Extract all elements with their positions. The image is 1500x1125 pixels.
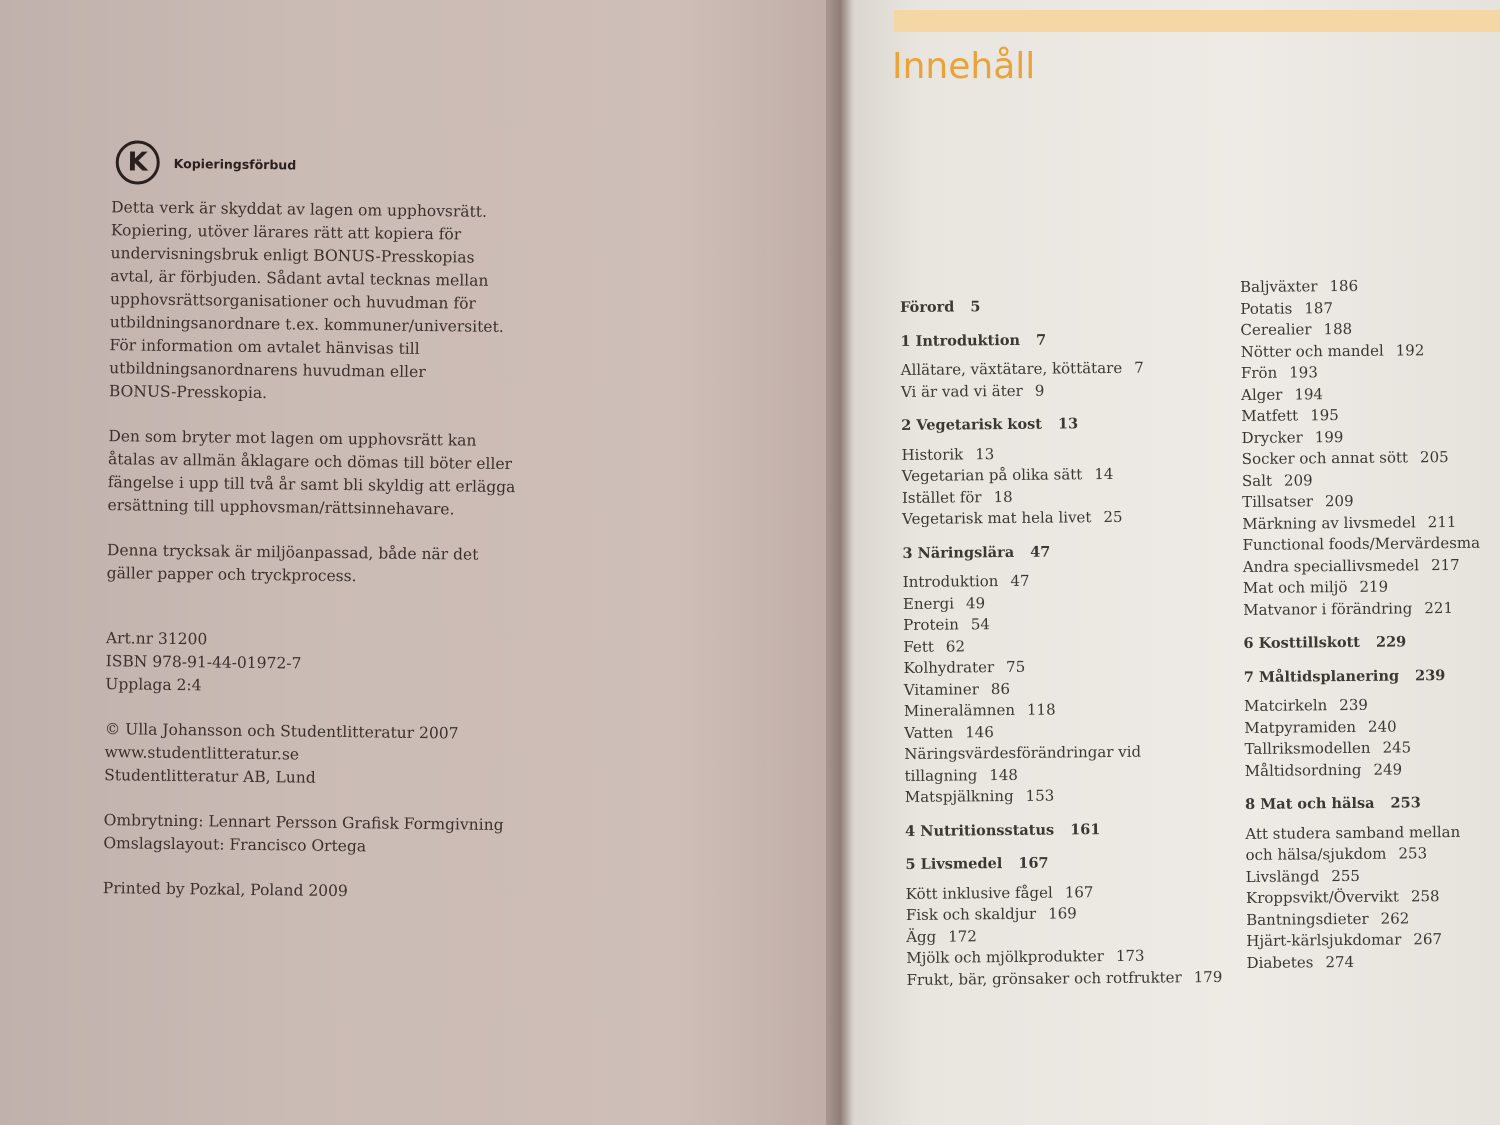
printed-line: Printed by Pozkal, Poland 2009 bbox=[102, 879, 348, 901]
entry-page-number: 167 bbox=[1064, 882, 1094, 901]
toc-entry bbox=[1243, 597, 1500, 621]
entry-title: Tallriksmodellen bbox=[1244, 738, 1371, 758]
chapter-title: 4 Nutritionsstatus bbox=[905, 821, 1055, 840]
entry-page-number: 9 bbox=[1034, 381, 1045, 400]
entry-title: Fisk och skaldjur bbox=[905, 904, 1037, 924]
entry-page-number: 146 bbox=[965, 722, 994, 741]
entry-title: Introduktion bbox=[902, 572, 999, 591]
entry-page-number: 13 bbox=[975, 444, 995, 463]
copyright-notice bbox=[109, 196, 565, 409]
entry-title: Tillsatser bbox=[1242, 492, 1314, 511]
entry-title: Måltidsordning bbox=[1244, 760, 1362, 780]
entry-title: Vi är vad vi äter bbox=[900, 381, 1023, 401]
entry-page-number: 258 bbox=[1410, 887, 1440, 906]
entry-title: Mineralämnen bbox=[903, 700, 1016, 720]
notice-line: upphovsrättsorganisationer och huvudman för bbox=[109, 290, 476, 313]
chapter-title: 2 Vegetarisk kost bbox=[901, 415, 1043, 434]
toc-entry bbox=[1245, 821, 1500, 845]
article-line: ISBN 978-91-44-01972-7 bbox=[105, 652, 302, 673]
notice-line: För information om avtalet hänvisas till bbox=[109, 336, 420, 358]
entry-page-number: 195 bbox=[1310, 406, 1339, 425]
toc-entry bbox=[1242, 532, 1500, 556]
toc-entry bbox=[1244, 693, 1500, 717]
toc-chapter-heading bbox=[1243, 630, 1500, 654]
entry-page-number: 221 bbox=[1424, 598, 1454, 617]
article-line: Upplaga 2:4 bbox=[105, 675, 202, 695]
entry-page-number: 173 bbox=[1115, 946, 1145, 965]
printed-by bbox=[103, 877, 557, 906]
notice-line: avtal, är förbjuden. Sådant avtal tecknas mellan bbox=[110, 267, 489, 290]
entry-title: Matpyramiden bbox=[1244, 717, 1357, 737]
credits bbox=[103, 809, 558, 861]
entry-title: Andra speciallivsmedel bbox=[1242, 555, 1420, 576]
entry-title: Potatis bbox=[1240, 298, 1293, 318]
entry-page-number: 187 bbox=[1304, 298, 1334, 317]
notice-line: BONUS-Presskopia. bbox=[108, 382, 268, 403]
toc-chapter-heading bbox=[905, 817, 1255, 842]
toc-chapter-heading bbox=[1245, 791, 1500, 815]
environment-line: Denna trycksak är miljöanpassad, både när det bbox=[106, 541, 479, 564]
entry-page-number: 179 bbox=[1193, 967, 1223, 986]
toc-chapter-heading bbox=[901, 412, 1251, 437]
chapter-page-number: 239 bbox=[1415, 666, 1446, 684]
chapter-page-number: 161 bbox=[1070, 820, 1101, 838]
toc-entry bbox=[906, 966, 1236, 991]
toc-entry bbox=[1246, 885, 1500, 909]
toc-entry bbox=[1246, 928, 1500, 952]
chapter-title: 6 Kosttillskott bbox=[1243, 633, 1361, 652]
toc-entry bbox=[1241, 425, 1500, 449]
entry-title: Att studera samband mellan bbox=[1245, 822, 1461, 843]
toc-entry bbox=[904, 741, 1234, 787]
entry-title: Kött inklusive fågel bbox=[905, 883, 1053, 903]
toc-entry bbox=[1246, 907, 1500, 931]
chapter-title: 7 Måltidsplanering bbox=[1243, 666, 1400, 686]
entry-page-number: 62 bbox=[945, 636, 966, 656]
toc-entry bbox=[1244, 715, 1500, 739]
toc-entry bbox=[1245, 758, 1500, 782]
entry-page-number: 193 bbox=[1289, 363, 1318, 382]
toc-chapter-heading bbox=[1244, 664, 1500, 688]
toc-chapter-heading bbox=[900, 294, 1250, 319]
entry-page-number: 153 bbox=[1025, 786, 1055, 805]
toc-entry bbox=[1242, 489, 1500, 513]
toc-section bbox=[902, 539, 1255, 808]
entry-page-number: 209 bbox=[1324, 491, 1354, 511]
entry-title: Vatten bbox=[904, 723, 954, 742]
entry-title: Hjärt-kärlsjukdomar bbox=[1246, 930, 1402, 950]
entry-title: Mat och miljö bbox=[1242, 577, 1348, 597]
toc-section bbox=[1243, 630, 1500, 654]
entry-title: Matspjälkning bbox=[904, 786, 1014, 806]
entry-title: Baljväxter bbox=[1240, 277, 1318, 296]
entry-page-number: 47 bbox=[1010, 571, 1030, 590]
entry-title: Fett bbox=[903, 637, 934, 656]
article-line: Art.nr 31200 bbox=[105, 629, 208, 649]
chapter-page-number: 229 bbox=[1375, 633, 1407, 651]
toc-entry bbox=[1241, 339, 1500, 363]
chapter-page-number: 13 bbox=[1057, 415, 1079, 433]
toc-entry bbox=[902, 506, 1252, 531]
entry-page-number: 255 bbox=[1331, 866, 1361, 885]
toc-entry bbox=[1240, 317, 1500, 341]
entry-page-number: 245 bbox=[1382, 738, 1412, 757]
entry-title: Ägg bbox=[906, 927, 937, 946]
entry-page-number: 240 bbox=[1367, 717, 1397, 736]
entry-page-number: 192 bbox=[1395, 340, 1425, 360]
entry-title: Energi bbox=[902, 593, 955, 613]
credits-line: Omslagslayout: Francisco Ortega bbox=[103, 834, 367, 856]
copyright-line: www.studentlitteratur.se bbox=[104, 743, 300, 764]
entry-page-number: 209 bbox=[1283, 470, 1313, 490]
entry-title: Nötter och mandel bbox=[1240, 341, 1384, 361]
entry-page-number: 249 bbox=[1373, 759, 1403, 779]
entry-title: Vegetarisk mat hela livet bbox=[902, 508, 1092, 528]
chapter-page-number: 47 bbox=[1030, 543, 1051, 561]
toc-entry bbox=[1240, 274, 1500, 298]
entry-title: Functional foods/Mervärdesma bbox=[1242, 533, 1481, 554]
entry-title: Salt bbox=[1241, 471, 1273, 490]
entry-page-number: 211 bbox=[1427, 512, 1457, 531]
book-gutter bbox=[826, 0, 862, 1125]
entry-page-number: 86 bbox=[990, 679, 1011, 698]
entry-page-number: 54 bbox=[970, 615, 990, 634]
entry-page-number: 7 bbox=[1134, 358, 1144, 377]
toc-entry bbox=[1241, 382, 1500, 406]
entry-page-number: 188 bbox=[1323, 319, 1353, 339]
credits-line: Ombrytning: Lennart Persson Grafisk Formgivning bbox=[103, 811, 504, 835]
penalty-line: ersättning till upphovsman/rättsinnehavare. bbox=[107, 496, 455, 519]
notice-line: Kopiering, utöver lärares rätt att kopiera för bbox=[110, 221, 462, 244]
toc-section bbox=[905, 817, 1255, 842]
toc-chapter-heading bbox=[902, 539, 1252, 564]
entry-page-number: 186 bbox=[1329, 276, 1359, 296]
notice-line: Detta verk är skyddat av lagen om upphovsrätt. bbox=[111, 198, 488, 221]
environment-line: gäller papper och tryckprocess. bbox=[106, 564, 357, 586]
chapter-page-number: 7 bbox=[1035, 331, 1047, 349]
entry-page-number: 75 bbox=[1006, 657, 1026, 676]
entry-title: Bantningsdieter bbox=[1246, 909, 1369, 929]
entry-page-number: 49 bbox=[965, 593, 986, 612]
entry-title: Diabetes bbox=[1246, 952, 1314, 972]
penalty-line: åtalas av allmän åklagare och dömas till böter eller bbox=[107, 450, 513, 474]
entry-title: Frön bbox=[1240, 363, 1278, 382]
toc-column-2 bbox=[1240, 274, 1500, 986]
toc-section bbox=[901, 412, 1252, 531]
penalty-line: Den som bryter mot lagen om upphovsrätt kan bbox=[108, 427, 477, 450]
toc-chapter-heading bbox=[900, 327, 1250, 352]
entry-page-number: 217 bbox=[1430, 555, 1460, 574]
entry-page-number: 274 bbox=[1325, 952, 1355, 971]
copyright-holder bbox=[104, 718, 559, 793]
entry-page-number: 205 bbox=[1419, 448, 1449, 467]
entry-title: Kolhydrater bbox=[903, 658, 995, 677]
entry-title: Kroppsvikt/Övervikt bbox=[1245, 887, 1400, 907]
entry-page-number: 262 bbox=[1380, 908, 1410, 928]
entry-title: Matcirkeln bbox=[1244, 696, 1328, 715]
toc-entry bbox=[1242, 446, 1500, 470]
notice-line: utbildningsanordnare t.ex. kommuner/universitet. bbox=[109, 313, 504, 336]
chapter-title: 5 Livsmedel bbox=[905, 855, 1003, 873]
toc-entry bbox=[1243, 554, 1500, 578]
toc-entry bbox=[1246, 950, 1500, 974]
penalty-notice bbox=[107, 425, 562, 523]
chapter-title: 8 Mat och hälsa bbox=[1244, 794, 1375, 813]
toc-section bbox=[1244, 664, 1500, 782]
toc-entry bbox=[1245, 842, 1500, 866]
entry-title: Livslängd bbox=[1245, 866, 1320, 886]
chapter-page-number: 167 bbox=[1018, 854, 1049, 872]
entry-title: Matfett bbox=[1241, 406, 1299, 425]
entry-page-number: 239 bbox=[1339, 695, 1368, 715]
toc-section bbox=[905, 851, 1256, 991]
entry-title: Drycker bbox=[1241, 427, 1303, 447]
notice-line: utbildningsanordnarens huvudman eller bbox=[109, 359, 426, 382]
header-accent-bar bbox=[894, 10, 1500, 32]
entry-page-number: 148 bbox=[989, 765, 1019, 784]
entry-title: Allätare, växtätare, köttätare bbox=[900, 358, 1123, 379]
toc-section bbox=[900, 294, 1250, 319]
entry-title: Frukt, bär, grönsaker och rotfrukter bbox=[906, 967, 1182, 989]
entry-title: Märkning av livsmedel bbox=[1242, 512, 1416, 533]
contents-page bbox=[858, 0, 1500, 1125]
toc-entry bbox=[1244, 736, 1500, 760]
entry-page-number: 194 bbox=[1294, 384, 1324, 403]
toc-entry bbox=[1242, 468, 1500, 492]
toc-entry bbox=[1241, 360, 1500, 384]
kopiering-header bbox=[115, 140, 566, 189]
entry-page-number: 118 bbox=[1026, 700, 1056, 719]
toc-chapter-heading bbox=[905, 851, 1255, 876]
toc-entry bbox=[901, 378, 1251, 403]
environment-notice bbox=[107, 539, 562, 591]
toc-entry bbox=[905, 784, 1255, 809]
entry-page-number: 267 bbox=[1413, 930, 1443, 949]
entry-title: Cerealier bbox=[1240, 320, 1312, 339]
entry-page-number: 172 bbox=[948, 926, 977, 946]
chapter-title: 1 Introduktion bbox=[900, 331, 1021, 350]
chapter-page-number: 253 bbox=[1390, 794, 1421, 812]
copyright-content bbox=[86, 140, 566, 928]
entry-title: Alger bbox=[1241, 385, 1283, 404]
chapter-page-number: 5 bbox=[970, 298, 981, 316]
chapter-title: Förord bbox=[900, 298, 955, 316]
copyright-line: © Ulla Johansson och Studentlitteratur 2007 bbox=[104, 720, 459, 743]
notice-line: undervisningsbruk enligt BONUS-Presskopias bbox=[110, 244, 475, 267]
toc-column-1 bbox=[900, 294, 1257, 1003]
entry-page-number: 169 bbox=[1048, 904, 1077, 923]
contents-heading: Innehåll bbox=[892, 46, 1036, 87]
kopiering-logo-icon: K bbox=[115, 140, 160, 185]
chapter-title: 3 Näringslära bbox=[902, 543, 1015, 562]
toc-entry bbox=[1242, 511, 1500, 535]
entry-title: Vitaminer bbox=[903, 679, 979, 699]
entry-title: Protein bbox=[903, 615, 959, 634]
penalty-line: fängelse i upp till två år samt bli skyldig att erlägga bbox=[107, 473, 516, 497]
toc-section bbox=[1240, 274, 1500, 621]
entry-title: Matvanor i förändring bbox=[1243, 598, 1413, 619]
kopiering-title: Kopieringsförbud bbox=[173, 155, 297, 172]
toc-entry bbox=[1241, 403, 1500, 427]
toc-entry bbox=[1246, 864, 1500, 888]
entry-title: Historik bbox=[901, 444, 964, 464]
entry-page-number: 253 bbox=[1398, 844, 1428, 863]
entry-page-number: 18 bbox=[993, 487, 1013, 506]
entry-title: Näringsvärdesförändringar vid tillagning bbox=[904, 742, 1142, 785]
entry-title: Mjölk och mjölkprodukter bbox=[906, 947, 1105, 967]
toc-entry bbox=[1240, 296, 1500, 320]
toc-section bbox=[900, 327, 1251, 403]
entry-page-number: 219 bbox=[1359, 577, 1389, 596]
entry-title: Vegetarian på olika sätt bbox=[901, 465, 1083, 485]
entry-title: Socker och annat sött bbox=[1241, 448, 1409, 468]
entry-page-number: 14 bbox=[1094, 464, 1114, 484]
entry-page-number: 25 bbox=[1103, 507, 1123, 527]
entry-title: och hälsa/sjukdom bbox=[1245, 844, 1387, 864]
article-info bbox=[105, 627, 560, 702]
copyright-line: Studentlitteratur AB, Lund bbox=[104, 766, 316, 787]
entry-page-number: 199 bbox=[1314, 427, 1344, 446]
entry-title: Istället för bbox=[901, 487, 982, 507]
toc-section bbox=[1245, 791, 1500, 974]
toc-entry bbox=[1243, 575, 1500, 599]
